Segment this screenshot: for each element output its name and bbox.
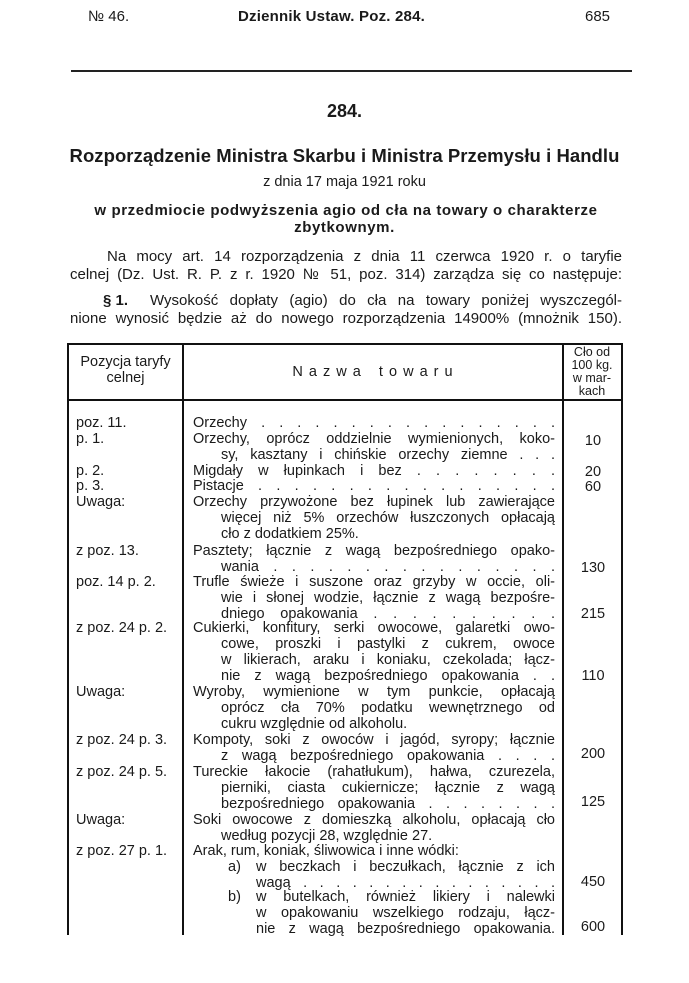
header-position: [69, 354, 182, 386]
row-duty: 60: [584, 479, 602, 495]
sub-item-marker: b): [228, 889, 241, 905]
row-text: Cukierki, konfitury, serki owocowe, galaretki owo-: [193, 620, 555, 636]
row-text: sy, kasztany i chińskie orzechy ziemne . . .: [221, 447, 555, 463]
header-duty-line-1: Cło od: [573, 345, 611, 359]
issue-number: № 46.: [88, 8, 130, 25]
intro-line-2: celnej (Dz. Ust. R. P. z r. 1920 № 51, poz. 314) zarządza się co następuje:: [70, 266, 622, 283]
header-goods-name: N a z w a t o w a r u: [292, 364, 453, 380]
row-position: z poz. 13.: [76, 543, 139, 559]
row-position: poz. 11.: [76, 415, 127, 431]
row-position: p. 3.: [76, 478, 105, 494]
section1-line-1: Wysokość dopłaty (agio) do cła na towary poniżej wyszczegól-: [150, 292, 622, 309]
row-position: poz. 14 p. 2.: [76, 574, 156, 590]
table-header-border: [68, 399, 623, 401]
row-text: Tureckie łakocie (rahatłukum), hałwa, czurezela,: [193, 764, 555, 780]
row-duty: 10: [584, 433, 602, 449]
row-position: Uwaga:: [76, 494, 126, 510]
row-position: Uwaga:: [76, 812, 126, 828]
position-number: 284.: [326, 101, 363, 121]
row-duty: 125: [580, 794, 606, 810]
intro-line-1: Na mocy art. 14 rozporządzenia z dnia 11 czerwca 1920 r. o taryfie: [107, 248, 622, 265]
row-position: z poz. 27 p. 1.: [76, 843, 168, 859]
table-left-border: [67, 343, 69, 935]
header-duty-line-4: kach: [578, 384, 606, 398]
row-text: cowe, proszki i pastylki z cukrem, owoce: [221, 636, 555, 652]
row-text: bezpośredniego opakowania . . . . . . . .: [221, 796, 555, 812]
row-text: cukru względnie od alkoholu.: [221, 716, 408, 732]
header-rule: [71, 70, 632, 72]
row-text: wie i słonej wodzie, łącznie z wagą bezpośre-: [221, 590, 555, 606]
row-text: dniego opakowania . . . . . . . . . .: [221, 606, 555, 622]
row-text: nie z wagą bezpośredniego opakowania . .: [221, 668, 555, 684]
subject-line-2: zbytkownym.: [294, 219, 395, 236]
header-duty-line-3: w mar-: [572, 371, 612, 385]
row-text: Soki owocowe z domieszką alkoholu, opłacają cło: [193, 812, 555, 828]
table-col-divider-1: [182, 343, 184, 935]
row-position: p. 2.: [76, 463, 105, 479]
row-text: Pasztety; łącznie z wagą bezpośredniego opako-: [193, 543, 555, 559]
journal-title: Dziennik Ustaw. Poz. 284.: [238, 8, 425, 25]
row-text: Arak, rum, koniak, śliwowica i inne wódki:: [193, 843, 459, 859]
row-text: Orzechy przywożone bez łupinek lub zawierające: [193, 494, 555, 510]
row-duty: 215: [580, 606, 606, 622]
row-duty: 200: [580, 746, 606, 762]
row-text: wania . . . . . . . . . . . . . . . .: [221, 559, 555, 575]
regulation-date: z dnia 17 maja 1921 roku: [263, 174, 426, 190]
row-text: Migdały w łupinkach i bez . . . . . . . .: [193, 463, 555, 479]
row-text: pierniki, ciasta cukiernicze; łącznie z wagą: [221, 780, 555, 796]
section-marker: § 1.: [103, 292, 129, 309]
row-duty: 20: [584, 464, 602, 480]
section1-line-2: nione wynosić będzie aż do nowego rozporządzenia 14900% (mnożnik 150).: [70, 310, 622, 327]
row-position: p. 1.: [76, 431, 105, 447]
sub-item-marker: a): [228, 859, 241, 875]
page-number: 685: [585, 8, 611, 25]
table-right-border: [621, 343, 623, 935]
row-text: wagą . . . . . . . . . . . . . . . .: [256, 875, 555, 891]
row-text: Pistacje . . . . . . . . . . . . . . . . .: [193, 478, 555, 494]
row-duty: 450: [580, 874, 606, 890]
row-text: Orzechy, oprócz oddzielnie wymienionych, koko-: [193, 431, 555, 447]
row-text: więcej niż 5% orzechów łuszczonych opłacają: [221, 510, 555, 526]
row-position: Uwaga:: [76, 684, 126, 700]
row-text: w likierach, araku i koniaku, czekolada; łącz-: [221, 652, 555, 668]
row-text: według pozycji 28, względnie 27.: [221, 828, 433, 844]
row-text: nie z wagą bezpośredniego opakowania.: [256, 921, 555, 937]
row-duty: 110: [581, 668, 605, 684]
row-text: Wyroby, wymienione w tym punkcie, opłacają: [193, 684, 555, 700]
header-position-line-2: celnej: [106, 370, 145, 386]
header-duty: [563, 346, 621, 398]
table-top-border: [68, 343, 623, 345]
row-text: Kompoty, soki z owoców i jagód, syropy; łącznie: [193, 732, 555, 748]
row-text: w opakowaniu wszelkiego rodzaju, łącz-: [256, 905, 555, 921]
row-text: cło z dodatkiem 25%.: [221, 526, 359, 542]
row-text: z wagą bezpośredniego opakowania . . . .: [221, 748, 555, 764]
header-position-line-1: Pozycja taryfy: [80, 354, 171, 370]
row-text: w beczkach i beczułkach, łącznie z ich: [256, 859, 555, 875]
row-position: z poz. 24 p. 5.: [76, 764, 168, 780]
row-text: w butelkach, również likiery i nalewki: [256, 889, 555, 905]
row-position: z poz. 24 p. 2.: [76, 620, 168, 636]
row-position: z poz. 24 p. 3.: [76, 732, 168, 748]
regulation-title: Rozporządzenie Ministra Skarbu i Ministra Przemysłu i Handlu: [69, 145, 620, 166]
row-text: Orzechy . . . . . . . . . . . . . . . . .: [193, 415, 555, 431]
row-text: Trufle świeże i suszone oraz grzyby w occie, oli-: [193, 574, 555, 590]
subject-line-1: w przedmiocie podwyższenia agio od cła na towary o charakterze: [94, 202, 598, 219]
header-duty-line-2: 100 kg.: [571, 358, 613, 372]
row-duty: 600: [580, 919, 606, 935]
table-col-divider-2: [562, 343, 564, 935]
row-duty: 130: [580, 560, 606, 576]
row-text: oprócz cła 70% podatku wewnętrznego od: [221, 700, 555, 716]
